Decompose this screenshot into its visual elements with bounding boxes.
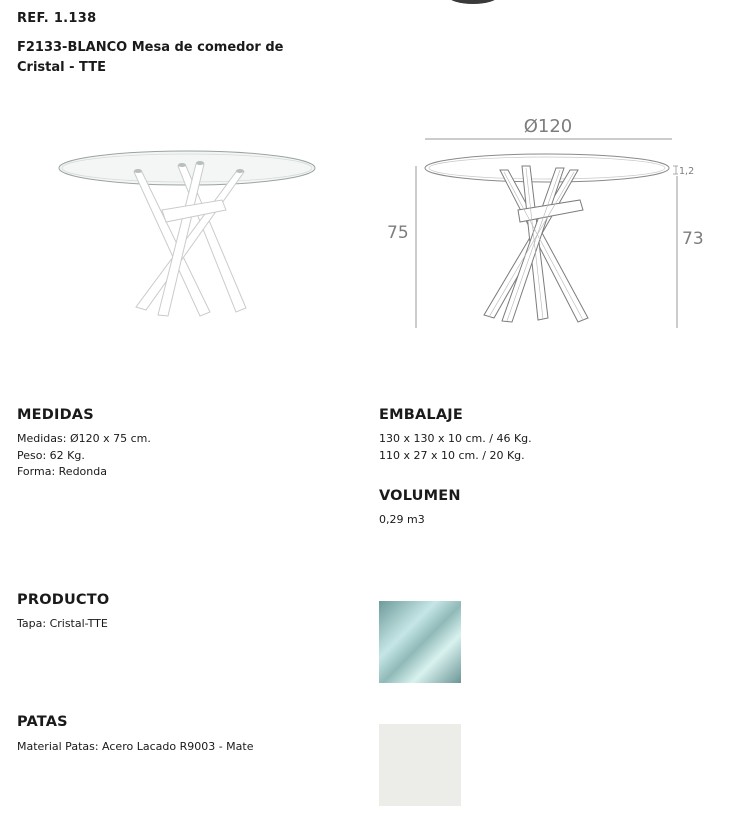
- medidas-line: Forma: Redonda: [17, 465, 107, 478]
- embalaje-list: [379, 431, 532, 464]
- product-ref: REF. 1.138: [17, 11, 97, 26]
- product-title: F2133-BLANCO Mesa de comedor de Cristal - TTE: [17, 40, 284, 75]
- height-total-label: 75: [387, 223, 409, 243]
- diameter-label: Ø120: [523, 116, 573, 137]
- white-finish-swatch: [379, 724, 461, 806]
- embalaje-line: 110 x 27 x 10 cm. / 20 Kg.: [379, 448, 525, 462]
- table-technical-drawing: [380, 110, 720, 340]
- medidas-line: Medidas: Ø120 x 75 cm.: [17, 432, 151, 445]
- producto-title: PRODUCTO: [17, 592, 110, 608]
- volumen-value: 0,29 m3: [379, 513, 425, 526]
- glass-finish-swatch: [379, 601, 461, 683]
- medidas-title: MEDIDAS: [17, 407, 94, 423]
- top-partial-shape: [448, 0, 498, 4]
- embalaje-title: EMBALAJE: [379, 407, 463, 423]
- embalaje-line: 130 x 130 x 10 cm. / 46 Kg.: [379, 432, 532, 445]
- patas-title: PATAS: [17, 714, 68, 730]
- table-photo: [50, 140, 330, 330]
- medidas-list: [17, 431, 151, 481]
- volumen-title: VOLUMEN: [379, 488, 461, 504]
- medidas-line: Peso: 62 Kg.: [17, 448, 85, 462]
- patas-line: Material Patas: Acero Lacado R9003 - Mate: [17, 740, 254, 753]
- thickness-label: 1,2: [679, 166, 695, 177]
- height-legs-label: 73: [682, 229, 704, 249]
- producto-line: Tapa: Cristal-TTE: [17, 617, 108, 630]
